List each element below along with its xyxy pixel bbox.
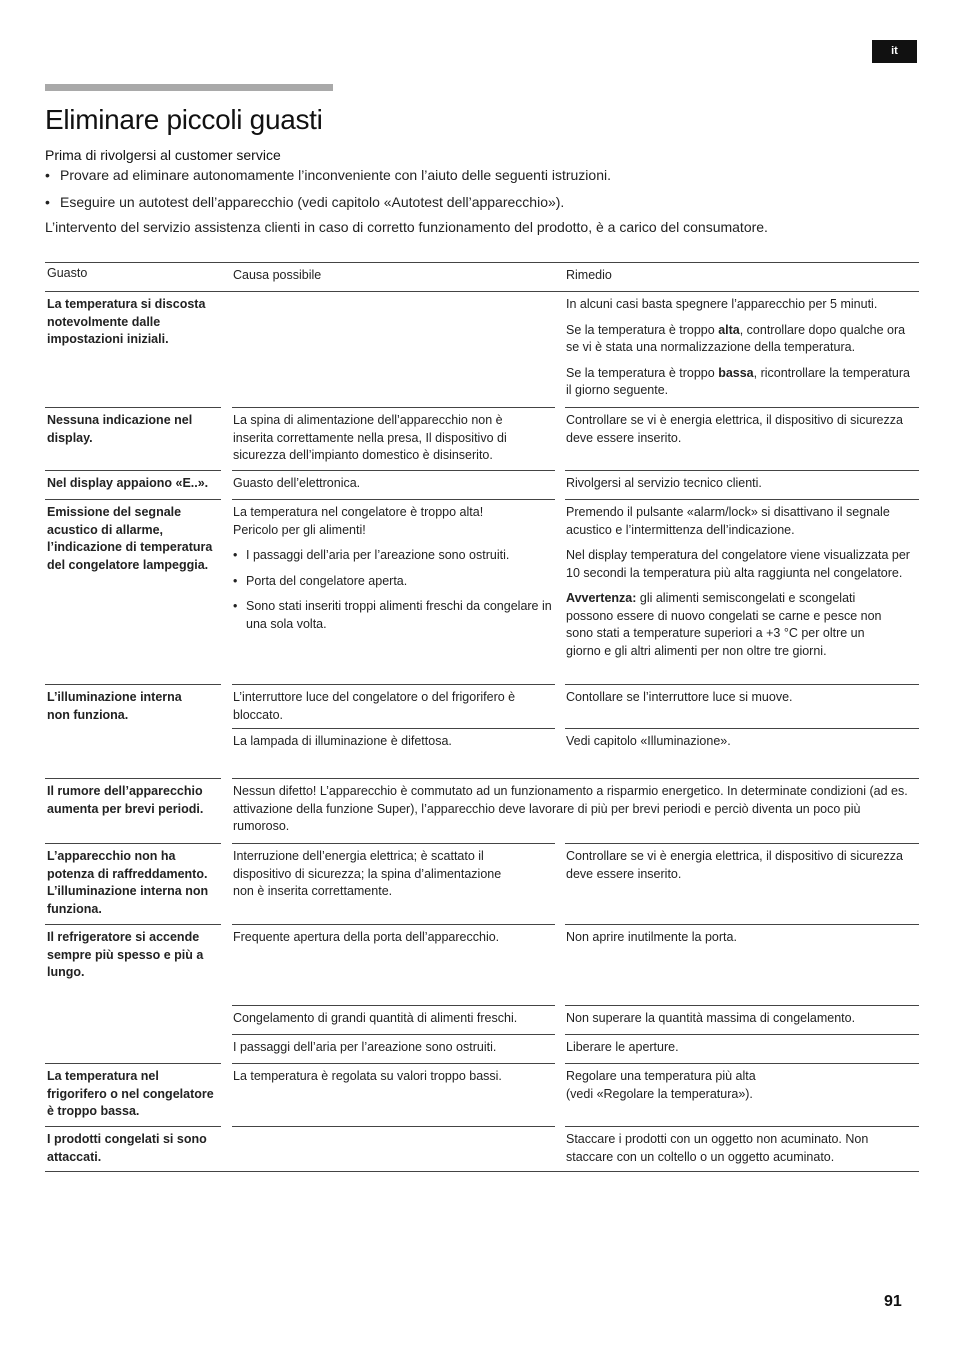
fault-cell: Emissione del segnale acustico di allarme, l’indicazione di temperatura del congelatore lampeggia. — [47, 505, 213, 572]
cause-bullet: • Porta del congelatore aperta. — [233, 573, 555, 591]
table-rule — [45, 262, 919, 263]
cause-cell: I passaggi dell’aria per l’areazione sono ostruiti. — [233, 1040, 497, 1054]
bullet-text: Provare ad eliminare autonomamente l’inconveniente con l’aiuto delle seguenti istruzioni. — [60, 167, 611, 183]
remedy-cell: Controllare se vi è energia elettrica, il dispositivo di sicurezza deve essere inserito. — [566, 849, 903, 881]
decorative-bar — [45, 84, 333, 91]
fault-cell: La temperatura si discosta notevolmente dalle impostazioni iniziali. — [47, 297, 206, 346]
bullet-text: Eseguire un autotest dell’apparecchio (vedi capitolo «Autotest dell’apparecchio»). — [60, 194, 565, 210]
remedy-cell: Contollare se l’interruttore luce si muove. — [566, 690, 793, 704]
table-rule — [45, 843, 221, 844]
table-rule — [232, 684, 555, 685]
remedy-text-part: gli alimenti semiscongelati e scongelati possono essere di nuovo congelati se carne e pesce non sono stati a temperature superiori a +3 °C per oltre un giorno e gli altri alimenti per non oltre tre giorni. — [566, 591, 882, 658]
fault-cell: I prodotti congelati si sono attaccati. — [47, 1132, 207, 1164]
cause-cell — [233, 504, 555, 641]
table-rule — [565, 1034, 919, 1035]
table-rule — [232, 728, 555, 729]
cause-cell: La temperatura è regolata su valori troppo bassi. — [233, 1069, 502, 1083]
fault-cell: Il refrigeratore si accende sempre più spesso e più a lungo. — [47, 930, 204, 979]
remedy-cell: Non superare la quantità massima di congelamento. — [566, 1011, 856, 1025]
table-rule — [565, 470, 919, 471]
remedy-cell: Liberare le aperture. — [566, 1040, 679, 1054]
fault-cell: Nel display appaiono «E..». — [47, 476, 209, 490]
page-number: 91 — [884, 1293, 902, 1310]
table-rule — [45, 470, 221, 471]
table-rule — [232, 1126, 555, 1127]
remedy-cell — [566, 296, 918, 408]
table-rule — [45, 924, 221, 925]
note-cell: Nessun difetto! L’apparecchio è commutato ad un funzionamento a risparmio energetico. In determinate condizioni (ad es. attivazione della funzione Super), l’apparecchio deve lavorare di più per brevi periodi e perciò diventa un poco più rumoroso. — [233, 784, 908, 833]
table-rule — [45, 291, 919, 292]
bullet-marker: • — [45, 194, 50, 210]
remedy-text — [566, 365, 918, 400]
table-rule — [45, 1063, 221, 1064]
table-rule — [565, 499, 919, 500]
emphasis: bassa — [718, 365, 754, 380]
table-rule — [565, 728, 919, 729]
table-rule — [565, 684, 919, 685]
column-header-fault: Guasto — [47, 266, 88, 280]
table-rule — [565, 843, 919, 844]
table-rule — [232, 1005, 555, 1006]
remedy-cell: Vedi capitolo «Illuminazione». — [566, 734, 731, 748]
remedy-text-part: Se la temperatura è troppo — [566, 322, 719, 337]
page-title: Eliminare piccoli guasti — [45, 104, 323, 135]
table-rule — [45, 407, 221, 408]
table-rule — [45, 499, 221, 500]
remedy-cell — [566, 504, 918, 668]
remedy-cell: Regolare una temperatura più alta (vedi «Regolare la temperatura»). — [566, 1069, 756, 1101]
remedy-text — [566, 322, 918, 357]
table-rule — [565, 1005, 919, 1006]
table-rule — [45, 684, 221, 685]
cause-text: La temperatura nel congelatore è troppo alta! Pericolo per gli alimenti! — [233, 505, 484, 537]
table-rule — [232, 407, 555, 408]
remedy-text: Nel display temperatura del congelatore viene visualizzata per 10 secondi la temperatura più alta raggiunta nel congelatore. — [566, 548, 910, 580]
remedy-text — [566, 590, 896, 660]
table-rule — [45, 778, 221, 779]
cause-bullet: • I passaggi dell’aria per l’areazione sono ostruiti. — [233, 547, 555, 565]
table-rule — [45, 1171, 919, 1172]
bullet-marker: • — [45, 167, 50, 183]
table-rule — [565, 1063, 919, 1064]
cause-cell: L’interruttore luce del congelatore o del frigorifero è bloccato. — [233, 690, 516, 722]
cause-bullet: • Sono stati inseriti troppi alimenti freschi da congelare in una sola volta. — [233, 598, 555, 633]
remedy-text: Premendo il pulsante «alarm/lock» si disattivano il segnale acustico e l’intermittenza dell’indicazione. — [566, 505, 890, 537]
table-rule — [565, 924, 919, 925]
table-rule — [232, 843, 555, 844]
fault-cell: Nessuna indicazione nel display. — [47, 413, 193, 445]
fault-cell: L’illuminazione interna non funziona. — [47, 690, 182, 722]
intro-paragraph: L’intervento del servizio assistenza clienti in caso di corretto funzionamento del prodotto, è a carico del consumatore. — [45, 219, 768, 235]
table-rule — [232, 1063, 555, 1064]
cause-cell: Guasto dell’elettronica. — [233, 476, 361, 490]
cause-cell: La spina di alimentazione dell’apparecchio non è inserita correttamente nella presa, Il dispositivo di sicurezza dell’impianto domestico è disinserito. — [233, 413, 507, 462]
remedy-text-part: , ricontrollare la temperatura il giorno seguente. — [566, 365, 910, 397]
column-header-cause: Causa possibile — [233, 268, 322, 282]
remedy-text-part: Se la temperatura è troppo — [566, 365, 719, 380]
language-tab: it — [872, 40, 917, 63]
cause-cell: Interruzione dell’energia elettrica; è scattato il dispositivo di sicurezza; la spina d’alimentazione non è inserita correttamente. — [233, 849, 502, 898]
fault-cell: Il rumore dell’apparecchio aumenta per brevi periodi. — [47, 784, 204, 816]
cause-cell: La lampada di illuminazione è difettosa. — [233, 734, 452, 748]
emphasis: alta — [718, 322, 740, 337]
remedy-cell: Controllare se vi è energia elettrica, il dispositivo di sicurezza deve essere inserito. — [566, 413, 903, 445]
table-rule — [232, 924, 555, 925]
table-rule — [232, 778, 919, 779]
subheading: Prima di rivolgersi al customer service — [45, 147, 281, 163]
table-rule — [232, 470, 555, 471]
table-rule — [45, 1126, 221, 1127]
remedy-cell: Non aprire inutilmente la porta. — [566, 930, 737, 944]
fault-cell: La temperatura nel frigorifero o nel congelatore è troppo bassa. — [47, 1069, 214, 1118]
remedy-text-part: , controllare dopo qualche ora se vi è stata una normalizzazione della temperatura. — [566, 322, 906, 354]
remedy-text: In alcuni casi basta spegnere l’apparecchio per 5 minuti. — [566, 297, 878, 311]
remedy-cell: Rivolgersi al servizio tecnico clienti. — [566, 476, 762, 490]
fault-cell: L’apparecchio non ha potenza di raffreddamento. L’illuminazione interna non funziona. — [47, 849, 209, 916]
table-rule — [232, 1034, 555, 1035]
cause-cell: Congelamento di grandi quantità di alimenti freschi. — [233, 1011, 518, 1025]
cause-cell: Frequente apertura della porta dell’apparecchio. — [233, 930, 500, 944]
table-rule — [565, 1126, 919, 1127]
table-rule — [232, 499, 555, 500]
remedy-cell: Staccare i prodotti con un oggetto non acuminato. Non staccare con un coltello o un oggetto acuminato. — [566, 1132, 869, 1164]
column-header-remedy: Rimedio — [566, 268, 612, 282]
warning-label: Avvertenza: — [566, 591, 637, 605]
